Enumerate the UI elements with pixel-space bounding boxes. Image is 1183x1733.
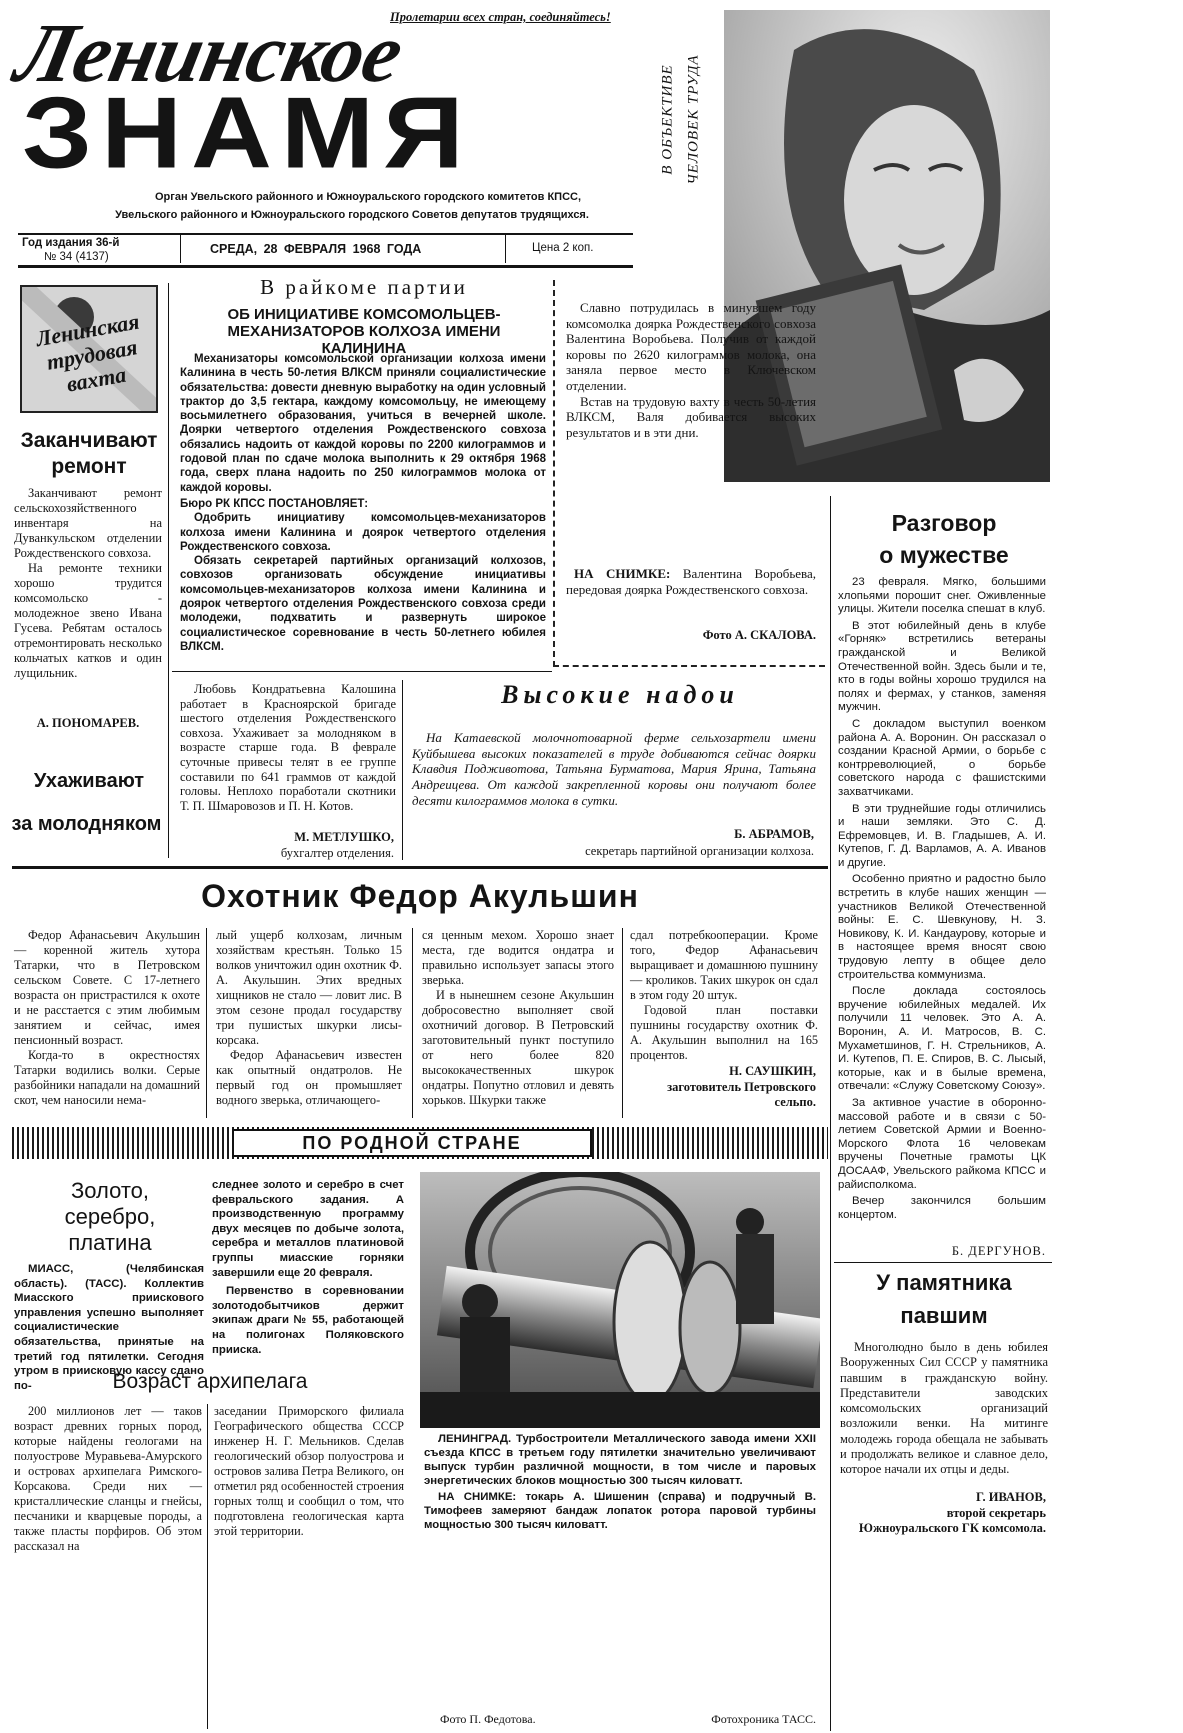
- issue-date: СРЕДА, 28 ФЕВРАЛЯ 1968 ГОДА: [210, 242, 422, 256]
- hunter-c1-p2: Когда-то в окрестностях Татарки водились волки. Серые разбойники нападали на домашний скот, чем наносили нема-: [14, 1048, 200, 1107]
- talk-title-2: о мужестве: [879, 542, 1009, 568]
- monument-title-2: павшим: [900, 1303, 988, 1328]
- young-title-1: Ухаживают: [33, 770, 145, 792]
- badge-text: Ленинская трудовая вахта: [34, 308, 142, 397]
- kalosh-author-role: бухгалтер отделения.: [280, 846, 394, 860]
- hunter-col-1: [14, 928, 200, 1108]
- leningrad-text: [424, 1432, 816, 1532]
- slavno-caption-text: Валентина Воробьева, передовая доярка Рождественского совхоза.: [566, 566, 817, 597]
- hunter-c2-p1: лый ущерб колхозам, личным хозяйствам крестьян. Только 15 волков уничтожил один охотник Ф. А. Акульшин. Этих вредных хищников не стало — ловит лис. В этом сезоне продал государству три пушистых шкурки лисы-корсака.: [216, 928, 402, 1047]
- nadoi-author: Б. АБРАМОВ,: [734, 827, 814, 841]
- gold-title-3: платина: [68, 1230, 152, 1255]
- lens-line-2: ЧЕЛОВЕК ТРУДА: [685, 54, 702, 185]
- talk-p1: 23 февраля. Мягко, большими хлопьями порошит снег. Оживленные улицы. Жители поселка спешат в клуб.: [838, 576, 1046, 616]
- hunter-c4-p1: сдал потребкооперации. Кроме того, Федор Афанасьевич выращивает и домашнюю пушнину — кроликов. Таких шкурок он сдал в этом году 20 штук.: [630, 928, 818, 1002]
- hunter-c3-p1: ся ценным мехом. Хорошо знает места, где водится ондатра и правильно использует запасы этого зверька.: [422, 928, 614, 987]
- talk-title-1: Разговор: [891, 510, 997, 536]
- hunter-c3-p2: И в нынешнем сезоне Акульшин добросовестно выполняет свой охотничий договор. В Петровский заготовительный пункт поступило от него более 820 высококачественных шкурок ондатры. Попутно отловил и девять хорьков. Шкурки также: [422, 988, 614, 1107]
- hunter-author-role: заготовитель Петровского сельпо.: [667, 1080, 816, 1109]
- leningrad-credit-left: Фото П. Федотова.: [440, 1712, 536, 1726]
- gold-title-1: Золото,: [70, 1178, 150, 1203]
- remont-author: А. ПОНОМАРЕВ.: [36, 716, 140, 730]
- remont-p1: Заканчивают ремонт сельскохозяйственного инвентаря на Дуванкульском отделении Рождественского совхоза.: [14, 486, 162, 560]
- masthead-divider-1: [180, 235, 181, 263]
- archipelago-p1: 200 миллионов лет — таков возраст древних горных пород, которые найдены геологами на полуострове Муравьева-Амурского и островах архипелага Римского-Корсакова. Среди них — кристаллические сланцы и гнейсы, песчаники и кварцевые породы, а также пласты порфиров. Об этом рассказал на: [14, 1404, 202, 1553]
- left-column-rule: [168, 283, 169, 858]
- newspaper-title-bottom: ЗНАМЯ: [22, 76, 473, 190]
- monument-p1: Многолюдно было в день юбилея Вооруженных Сил СССР у памятника павшим в гражданскую войну. Представители заводских комсомольских организаций возложили венки. На митинге молодежь города обещала не забывать и продолжать великое и славное дело, которое начали их отцы и деды.: [840, 1340, 1048, 1477]
- hunter-author: Н. САУШКИН,: [729, 1064, 816, 1078]
- slavno-text: [566, 300, 816, 440]
- gold-p3: Первенство в соревновании золотодобытчиков держит экипаж драги № 55, работающей на полигонах Поляковского прииска.: [212, 1285, 404, 1356]
- hunter-c1-p1: Федор Афанасьевич Акульшин — коренной житель хутора Татарки, что в Петровском сельском Совете. С 17-летнего возраста он пристрастился к охоте и не расстается с этим любимым занятием и сейчас, имея пенсионный возраст.: [14, 928, 200, 1047]
- monument-author: Г. ИВАНОВ,: [975, 1490, 1046, 1504]
- gold-p1: МИАСС, (Челябинская область). (ТАСС). Коллектив Миасского приискового управления успешно выполняет социалистические обязательства, принятые на третий год пятилетки. Сегодня утром в приисковую кассу сдано по-: [14, 1263, 204, 1392]
- hunter-title: Охотник Федор Акульшин: [201, 878, 639, 914]
- talk-p8: Вечер закончился большим концертом.: [838, 1195, 1046, 1221]
- talk-p6: После доклада состоялось вручение юбилейных медалей. Их получили 11 человек. Это А. А. Воронин, А. И. Матросов, В. С. Мухаметшинов, Г. Н. Стрельников, А. И. Кутепов, П. Е. Спиров, В. С. Лысый, которые, как и в былые времена, отвечали: «Служу Советскому Союзу».: [838, 985, 1046, 1093]
- talk-p3: С докладом выступил военком района А. А. Воронин. Он рассказал о создании Красной Армии, о борьбе с контрреволюцией, о борьбе советского народа с фашистскими захватчиками.: [838, 717, 1046, 798]
- slavno-credit: Фото А. СКАЛОВА.: [702, 628, 816, 642]
- year-of-issue: Год издания 36-й: [22, 237, 120, 249]
- talk-bottom-rule: [834, 1262, 1052, 1263]
- country-banner: ПО РОДНОЙ СТРАНЕ: [232, 1129, 592, 1157]
- archipelago-col-1: [14, 1404, 202, 1554]
- hunter-col-4: [630, 928, 818, 1063]
- gold-text-2: [212, 1178, 404, 1357]
- young-title-2: за молодняком: [11, 813, 162, 835]
- monument-title-1: У памятника: [876, 1270, 1012, 1295]
- talk-p4: В эти труднейшие годы отличились и наши земляки. Это С. Д. Ефремовцев, И. В. Гладышев, А. И. Кутепов, Г. Д. Варламов, А. А. Иванов и другие.: [838, 802, 1046, 869]
- archipelago-rule: [207, 1404, 208, 1729]
- nadoi-p1: На Катаевской молочнотоварной ферме сельхозартели имени Куйбышева высоких показателей в труде добиваются сейчас доярки Клавдия Подживотова, Татьяна Бурматова, Мария Ярина, Татьяна Андреицева. От каждой закрепленной коровы они получают более десяти килограммов молока в сутки.: [412, 730, 816, 808]
- raikom-body: [180, 352, 546, 654]
- raikom-p2: Бюро РК КПСС ПОСТАНОВЛЯЕТ:: [180, 497, 369, 510]
- hunter-rule-2: [412, 928, 413, 1118]
- kalosh-author: М. МЕТЛУШКО,: [294, 830, 394, 844]
- hunter-col-2: [216, 928, 402, 1108]
- newspaper-title-top: Ленинское: [8, 7, 410, 100]
- masthead-rule-top: [18, 233, 633, 235]
- raikom-p4: Обязать секретарей партийных организаций колхозов, совхозов организовать обсуждение инициативы комсомольцев-механизаторов колхоза имени Калинина и доярок четвертого отделения Рождественского совхоза среди молодежи, подхватить и развернуть широкое социалистическое соревнование в честь 50-летнего юбилея ВЛКСМ.: [180, 555, 546, 653]
- organ-line-2: Увельского районного и Южноуральского городского Советов депутатов трудящихся.: [115, 209, 589, 221]
- gold-p2: следнее золото и серебро в счет февральского задания. А производственную программу двух месяцев по добыче золота, серебра и металлов платиновой группы миасские горняки завершили еще 20 февраля.: [212, 1179, 404, 1279]
- raikom-title: ОБ ИНИЦИАТИВЕ КОМСОМОЛЬЦЕВ-МЕХАНИЗАТОРОВ КОЛХОЗА ИМЕНИ КАЛИНИНА: [227, 306, 501, 357]
- turbine-photo: [420, 1172, 820, 1428]
- gold-title-2: серебро,: [64, 1204, 156, 1229]
- hunter-col-3: [422, 928, 614, 1108]
- slavno-caption-label: НА СНИМКЕ:: [574, 566, 671, 581]
- organ-line-1: Орган Увельского районного и Южноуральского городского комитетов КПСС,: [154, 191, 582, 203]
- remont-title: Заканчивают ремонт: [20, 429, 158, 478]
- leningrad-caption: НА СНИМКЕ: токарь А. Шишенин (справа) и подручный В. Тимофеев замеряют бандаж лопаток ротора паровой турбины мощностью 300 тысяч киловатт.: [424, 1491, 816, 1531]
- archipelago-title: Возраст архипелага: [112, 1370, 308, 1393]
- talk-p7: За активное участие в оборонно-массовой работе и в связи с 50-летием Советской Армии и Военно-Морского Флота 16 человекам вручены Почетные грамоты ЦК ДОСААФ, Увельского райкома КПСС и райисполкома.: [838, 1096, 1046, 1191]
- leningrad-p1: ЛЕНИНГРАД. Турбостроители Металлического завода имени XXII съезда КПСС в третьем году пятилетки значительно увеличивают выпуск турбин различной мощности, в том числе и паровых энергетических блоков мощностью 300 тысяч киловатт.: [424, 1433, 816, 1487]
- raikom-p3: Одобрить инициативу комсомольцев-механизаторов колхоза имени Калинина и доярок четвертого отделения Рождественского совхоза.: [180, 512, 546, 553]
- raikom-bottom-rule: [172, 671, 552, 672]
- raikom-p1: Механизаторы комсомольской организации колхоза имени Калинина в честь 50-летия ВЛКСМ приняли социалистические обязательства: довести дневную выработку на один условный трактор до 3,5 гектара, каждому комсомольцу, не имеющему восьмилетнего образования, учиться в вечерней школе. Доярки четвертого отделения Рождественского совхоза обязались надоить от каждой коровы по 2200 килограммов и годовой план по сдаче молока выполнить к 29 октября 1968 года, сверх плана надоить по 250 килограммов молока от каждой коровы.: [180, 353, 546, 494]
- issue-price: Цена 2 коп.: [532, 242, 594, 254]
- talk-p2: В этот юбилейный день в клубе «Горняк» встретились ветераны гражданской и Великой Отечественной войн. Здесь были и те, кто в годы войны хорошо трудился на полях и фермах, у станков, заменяя мужчин.: [838, 619, 1046, 714]
- issue-number: № 34 (4137): [44, 251, 109, 263]
- kalosh-p1: Любовь Кондратьевна Калошина работает в Красноярской бригаде шестого отделения Рождественского совхоза. Ухаживает за молодняком в возрасте старше года. В феврале суточные привесы телят в ее группе составили по 641 граммов от каждой головы. Неплохо поработали скотники Т. П. Шмаровозов и П. Н. Котов.: [180, 682, 396, 813]
- slavno-p1: Славно потрудилась в минувшем году комсомолка доярка Рождественского совхоза Валентина Воробьева. Получив от каждой коровы по 2620 килограммов молока, она заняла первое место в Ключевском отделении.: [566, 300, 816, 393]
- party-slogan: Пролетарии всех стран, соединяйтесь!: [390, 10, 611, 24]
- hunter-rule-3: [622, 928, 623, 1118]
- lens-line-1: В ОБЪЕКТИВЕ: [659, 64, 676, 175]
- masthead-rule-bottom: [18, 265, 633, 268]
- leningrad-credit-right: Фотохроника ТАСС.: [711, 1712, 816, 1726]
- right-column-rule: [830, 496, 831, 1731]
- nadoi-text: [412, 730, 816, 809]
- talk-author: Б. ДЕРГУНОВ.: [951, 1244, 1046, 1258]
- archipelago-col-2: [214, 1404, 404, 1539]
- nadoi-author-role: секретарь партийной организации колхоза.: [585, 844, 814, 858]
- nadoi-title: Высокие надои: [501, 680, 739, 709]
- talk-body: [838, 576, 1046, 1222]
- monument-text: [840, 1340, 1048, 1478]
- remont-p2: На ремонте техники хорошо трудится комсомольско - молодежное звено Ивана Гусева. Ребятам осталось отремонтировать несколько кольчатых катков и один лущильник.: [14, 561, 162, 680]
- kalosh-text: [180, 682, 396, 813]
- trud-vakhta-badge: [20, 285, 158, 413]
- slavno-caption: [566, 566, 816, 598]
- monument-author-role: второй секретарь Южноуральского ГК комсомола.: [858, 1506, 1046, 1535]
- lens-label: [640, 35, 714, 215]
- kalosh-rule: [402, 680, 403, 860]
- hunter-rule-1: [206, 928, 207, 1118]
- raikom-kicker: В райкоме партии: [260, 275, 468, 299]
- slavno-p2: Встав на трудовую вахту в честь 50-летия ВЛКСМ, Валя добивается высоких результатов и в эти дни.: [566, 393, 816, 440]
- archipelago-p2: заседании Приморского филиала Географического общества СССР инженер Н. Г. Мельников. Сделав геологический обзор полуострова и островов залива Петра Великого, он отметил ряд особенностей строения горных толщ и сообщил о том, что подготовлена геологическая карта этой территории.: [214, 1404, 404, 1538]
- remont-text: [14, 486, 162, 681]
- hunter-top-rule: [12, 866, 828, 869]
- hunter-c4-p2: Годовой план поставки пушнины государству охотник Ф. А. Акульшин выполнил на 165 процентов.: [630, 1003, 818, 1062]
- hunter-c2-p2: Федор Афанасьевич известен как опытный ондатролов. Не первый год он промышляет водного зверька, отличающего-: [216, 1048, 402, 1107]
- talk-p5: Особенно приятно и радостно было встретить в клубе наших женщин — участников Великой Отечественной войны: Е. С. Шевкунову, Н. З. Новикову, К. И. Кандаурову, которые и в настоящее время вносят свою трудовую лепту в общее дело строительства коммунизма.: [838, 873, 1046, 981]
- masthead-divider-2: [505, 235, 506, 263]
